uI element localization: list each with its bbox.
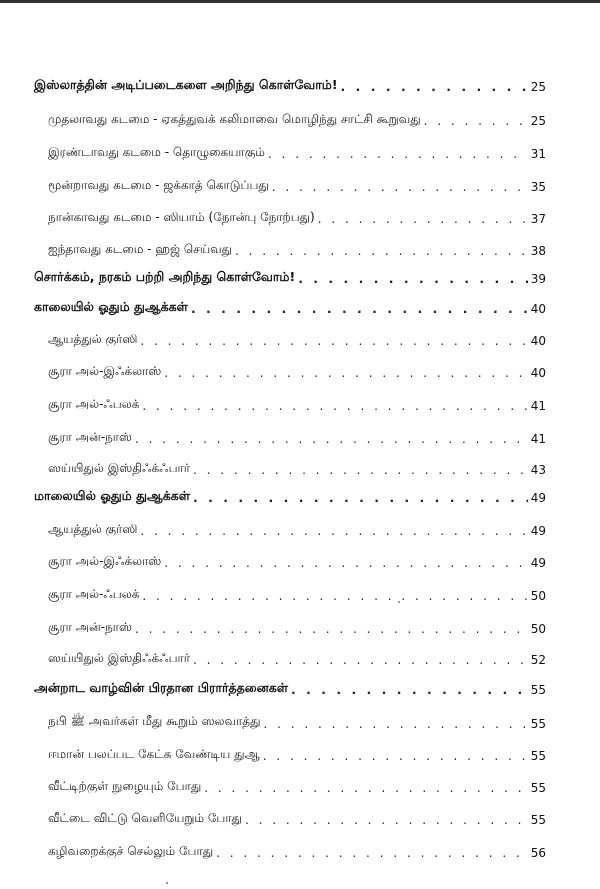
entry-page: 50 bbox=[530, 589, 546, 603]
dot-leader bbox=[164, 556, 527, 570]
entry-page: 49 bbox=[530, 524, 546, 538]
dot-leader bbox=[216, 846, 528, 860]
entry-page: 52 bbox=[530, 653, 546, 667]
toc-entry bbox=[0, 836, 600, 860]
entry-title: ஆயத்துல் குர்ஸி bbox=[48, 332, 138, 346]
dot-leader bbox=[135, 432, 528, 446]
dot-leader bbox=[164, 366, 527, 380]
dot-leader bbox=[341, 79, 528, 94]
toc-entry bbox=[0, 643, 600, 667]
toc-entry bbox=[0, 422, 600, 446]
entry-title: மாலையில் ஓதும் துஆக்கள் bbox=[34, 488, 191, 503]
entry-page: 40 bbox=[530, 334, 546, 348]
dot-leader bbox=[191, 301, 528, 316]
toc-entry bbox=[0, 104, 600, 128]
toc-entry bbox=[0, 546, 600, 570]
entry-title: சொர்க்கம், நரகம் பற்றி அறிந்து கொள்வோம்! bbox=[34, 269, 296, 284]
scan-speck bbox=[166, 882, 168, 884]
dot-leader bbox=[298, 271, 528, 286]
entry-title: ஸய்யிதுல் இஸ்திஃக்ஃபார் bbox=[48, 651, 191, 665]
entry-page: 56 bbox=[530, 846, 546, 860]
toc-entry bbox=[0, 739, 600, 763]
entry-title: சூரா அல்-ஃபலக் bbox=[48, 587, 140, 601]
dot-leader bbox=[140, 334, 527, 348]
entry-title: வீட்டிற்குள் நுழையும் போது bbox=[48, 779, 202, 793]
entry-page: 35 bbox=[530, 180, 546, 194]
entry-page: 55 bbox=[530, 813, 546, 827]
toc-entry bbox=[0, 579, 600, 603]
entry-page: 43 bbox=[530, 463, 546, 477]
dot-leader bbox=[245, 813, 528, 827]
toc-entry bbox=[0, 356, 600, 380]
entry-page: 55 bbox=[530, 683, 546, 697]
entry-page: 37 bbox=[530, 212, 546, 226]
toc-entry bbox=[0, 453, 600, 477]
entry-page: 25 bbox=[530, 114, 546, 128]
dot-leader bbox=[424, 114, 528, 128]
toc-entry bbox=[0, 324, 600, 348]
toc-entry bbox=[0, 70, 600, 94]
entry-page: 55 bbox=[530, 749, 546, 763]
dot-leader bbox=[263, 749, 528, 763]
entry-page: 41 bbox=[530, 399, 546, 413]
entry-page: 49 bbox=[530, 556, 546, 570]
entry-title: வீட்டை விட்டு வெளியேறும் போது bbox=[48, 811, 243, 825]
entry-page: 31 bbox=[530, 147, 546, 161]
scan-speck bbox=[398, 601, 400, 603]
entry-title: கழிவறைக்குச் செல்லும் போது bbox=[48, 844, 214, 858]
entry-title: சூரா அல்-இஃக்லாஸ் bbox=[48, 364, 162, 378]
dot-leader bbox=[140, 524, 527, 538]
toc-entry bbox=[0, 202, 600, 226]
dot-leader bbox=[272, 180, 528, 194]
toc-entry bbox=[0, 673, 600, 697]
dot-leader bbox=[318, 212, 528, 226]
dot-leader bbox=[268, 147, 528, 161]
dot-leader bbox=[193, 490, 528, 505]
entry-title: ஸய்யிதுல் இஸ்திஃக்ஃபார் bbox=[48, 461, 191, 475]
toc-entry bbox=[0, 803, 600, 827]
entry-title: மூன்றாவது கடமை - ஜக்காத் கொடுப்பது bbox=[48, 178, 269, 192]
dot-leader bbox=[204, 781, 527, 795]
toc-entry bbox=[0, 262, 600, 286]
dot-leader bbox=[142, 589, 527, 603]
entry-title: ஈமான் பலப்பட கேட்க வேண்டிய துஆ bbox=[48, 747, 260, 761]
dot-leader bbox=[263, 717, 527, 731]
entry-title: நான்காவது கடமை - ஸியாம் (நோன்பு நோற்பது) bbox=[48, 210, 315, 224]
dot-leader bbox=[135, 622, 528, 636]
entry-title: ஆயத்துல் குர்ஸி bbox=[48, 522, 138, 536]
entry-title: சூரா அன்-நாஸ் bbox=[48, 430, 132, 444]
entry-title: நபி ﷺ அவர்கள் மீது கூறும் ஸலவாத்து bbox=[48, 714, 261, 728]
entry-page: 38 bbox=[530, 244, 546, 258]
entry-page: 50 bbox=[530, 622, 546, 636]
dot-leader bbox=[193, 463, 528, 477]
toc-entry bbox=[0, 170, 600, 194]
toc-entry bbox=[0, 771, 600, 795]
dot-leader bbox=[142, 399, 527, 413]
entry-title: அன்றாட வாழ்வின் பிரதான பிரார்த்தனைகள் bbox=[34, 680, 289, 695]
entry-title: சூரா அல்-ஃபலக் bbox=[48, 397, 140, 411]
dot-leader bbox=[291, 682, 528, 697]
dot-leader bbox=[235, 244, 528, 258]
toc-entry bbox=[0, 707, 600, 731]
entry-page: 40 bbox=[530, 366, 546, 380]
toc-entry bbox=[0, 612, 600, 636]
toc-entry bbox=[0, 481, 600, 505]
entry-title: இஸ்லாத்தின் அடிப்படைகளை அறிந்து கொள்வோம்! bbox=[34, 77, 338, 92]
entry-page: 39 bbox=[530, 272, 546, 286]
entry-title: ஐந்தாவது கடமை - ஹஜ் செய்வது bbox=[48, 242, 233, 256]
dot-leader bbox=[193, 653, 528, 667]
entry-title: முதலாவது கடமை - ஏகத்துவக் கலிமாவை மொழிந்து சாட்சி கூறுவது bbox=[48, 112, 421, 126]
toc-entry bbox=[0, 234, 600, 258]
toc-entry bbox=[0, 137, 600, 161]
toc-entry bbox=[0, 292, 600, 316]
entry-title: சூரா அன்-நாஸ் bbox=[48, 620, 132, 634]
entry-page: 49 bbox=[530, 491, 546, 505]
toc-entry bbox=[0, 389, 600, 413]
entry-page: 55 bbox=[530, 781, 546, 795]
entry-title: சூரா அல்-இஃக்லாஸ் bbox=[48, 554, 162, 568]
entry-page: 55 bbox=[530, 717, 546, 731]
entry-page: 40 bbox=[530, 302, 546, 316]
entry-page: 41 bbox=[530, 432, 546, 446]
entry-title: காலையில் ஓதும் துஆக்கள் bbox=[34, 299, 188, 314]
entry-title: இரண்டாவது கடமை - தொழுகையாகும் bbox=[48, 145, 265, 159]
entry-page: 25 bbox=[530, 80, 546, 94]
toc-entry bbox=[0, 514, 600, 538]
